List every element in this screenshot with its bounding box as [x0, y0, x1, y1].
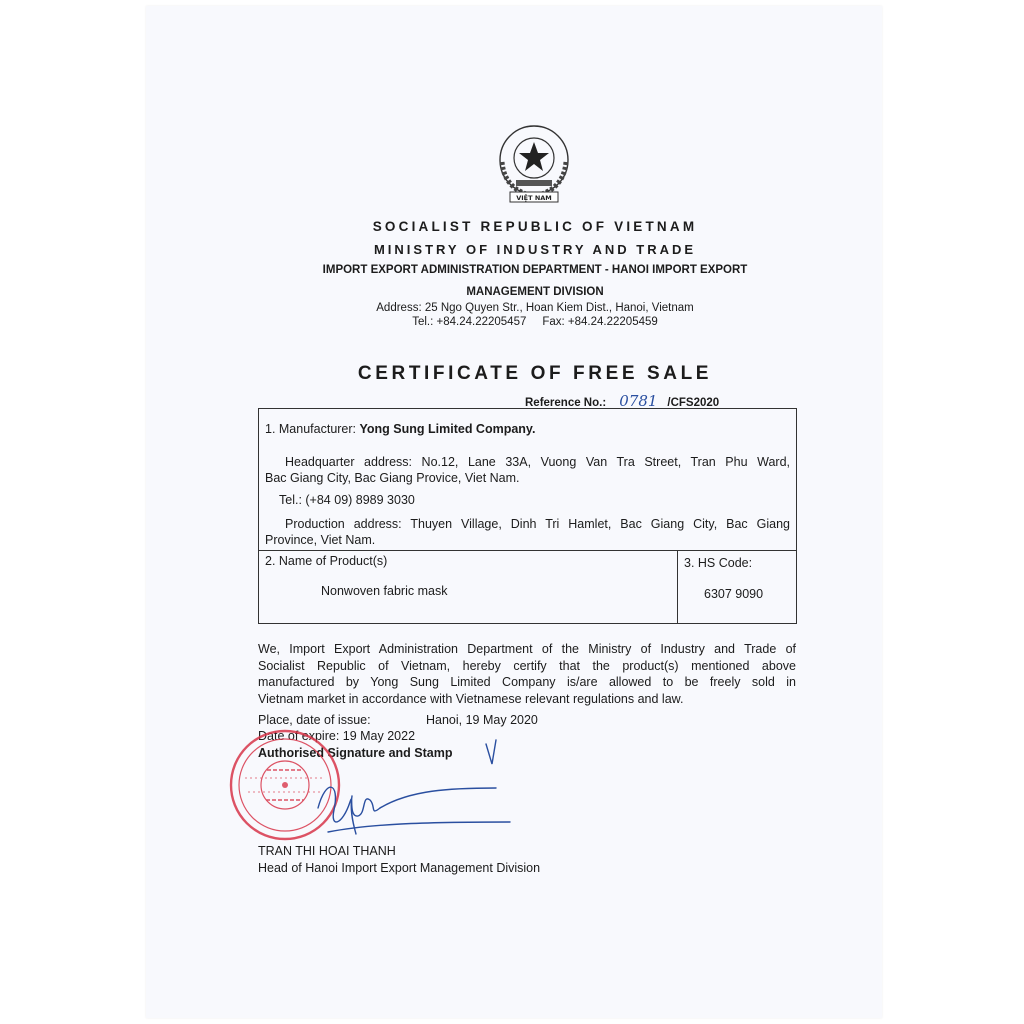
- issue-place-label: Place, date of issue:: [258, 713, 371, 727]
- certification-statement: [258, 641, 796, 707]
- hq-address-line1: Headquarter address: No.12, Lane 33A, Vuong Van Tra Street, Tran Phu Ward,: [285, 455, 790, 469]
- statement-line-4: Vietnam market in accordance with Vietnamese relevant regulations and law.: [258, 691, 684, 706]
- signatory-position: Head of Hanoi Import Export Management Division: [258, 861, 541, 875]
- hs-code-label: 3. HS Code:: [684, 556, 753, 570]
- statement-line-3: manufactured by Yong Sung Limited Company is/are allowed to be freely sold in: [258, 675, 796, 689]
- product-name: Nonwoven fabric mask: [321, 584, 448, 598]
- emblem-banner-text: VIỆT NAM: [516, 194, 552, 202]
- office-address: Address: 25 Ngo Quyen Str., Hoan Kiem Dist., Hanoi, Vietnam: [376, 302, 694, 314]
- hq-address-line2: Bac Giang City, Bac Giang Provice, Viet Nam.: [265, 471, 520, 485]
- reference-number: 0781: [619, 392, 658, 410]
- office-fax: Fax: +84.24.22205459: [542, 316, 658, 328]
- manufacturer-name: Yong Sung Limited Company.: [359, 422, 536, 436]
- production-address-line2: Province, Viet Nam.: [265, 533, 376, 547]
- document-title: CERTIFICATE OF FREE SALE: [357, 363, 713, 384]
- handwritten-signature-icon: [300, 738, 530, 856]
- hs-code-value: 6307 9090: [704, 587, 764, 601]
- manufacturer-row: [265, 421, 535, 437]
- issue-place-value: Hanoi, 19 May 2020: [426, 713, 538, 727]
- reference-label: Reference No.:: [525, 397, 607, 409]
- details-table: [258, 408, 797, 624]
- statement-line-2: Socialist Republic of Vietnam, hereby certify that the product(s) mentioned above: [258, 658, 796, 673]
- product-label: 2. Name of Product(s): [265, 554, 388, 568]
- reference-suffix: /CFS2020: [667, 397, 720, 409]
- division-heading: MANAGEMENT DIVISION: [466, 286, 604, 298]
- national-emblem-icon: [488, 122, 580, 210]
- production-address-line1: Production address: Thuyen Village, Dinh Tri Hamlet, Bac Giang City, Bac Giang: [285, 517, 790, 531]
- statement-line-1: We, Import Export Administration Department of the Ministry of Industry and Trade of: [258, 642, 796, 656]
- country-heading: SOCIALIST REPUBLIC OF VIETNAM: [372, 219, 698, 234]
- table-column-divider: [677, 550, 678, 623]
- manufacturer-label: 1. Manufacturer:: [265, 422, 357, 436]
- department-heading: IMPORT EXPORT ADMINISTRATION DEPARTMENT - HANOI IMPORT EXPORT: [322, 264, 748, 276]
- expiry-date: Date of expire: 19 May 2022: [258, 729, 416, 743]
- signature-label: Authorised Signature and Stamp: [258, 746, 453, 760]
- office-contact: [240, 316, 830, 328]
- office-tel: Tel.: +84.24.22205457: [412, 316, 527, 328]
- table-divider: [259, 550, 796, 551]
- manufacturer-tel: Tel.: (+84 09) 8989 3030: [279, 493, 415, 507]
- signatory-name: TRAN THI HOAI THANH: [258, 844, 396, 858]
- ministry-heading: MINISTRY OF INDUSTRY AND TRADE: [373, 242, 697, 257]
